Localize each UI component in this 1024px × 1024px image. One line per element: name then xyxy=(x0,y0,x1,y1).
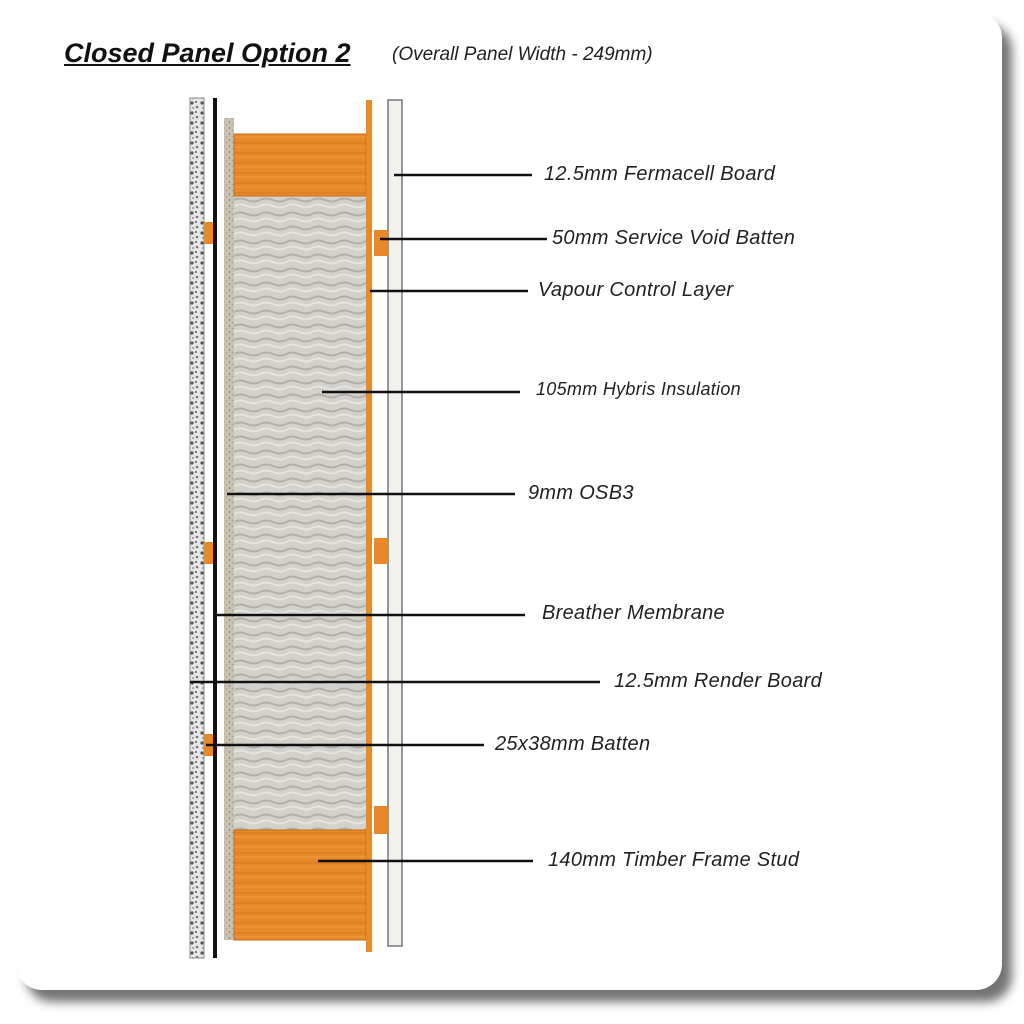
label-breather-membrane: Breather Membrane xyxy=(542,602,725,624)
insulation-fill xyxy=(234,196,366,830)
vapour-control-layer xyxy=(366,100,372,952)
batten-mark xyxy=(204,542,213,564)
top-timber-plate xyxy=(234,134,366,196)
service-batten-mark xyxy=(374,230,388,256)
label-osb3: 9mm OSB3 xyxy=(528,482,634,504)
label-timber-frame-stud: 140mm Timber Frame Stud xyxy=(548,849,800,871)
diagram-subtitle: (Overall Panel Width - 249mm) xyxy=(392,44,653,65)
label-batten: 25x38mm Batten xyxy=(495,733,651,755)
label-render-board: 12.5mm Render Board xyxy=(614,670,823,692)
diagram-title: Closed Panel Option 2 xyxy=(64,38,351,68)
render-board xyxy=(190,98,204,958)
osb-board xyxy=(224,118,234,940)
fermacell-board xyxy=(388,100,402,946)
service-batten-mark xyxy=(374,538,388,564)
label-fermacell-board: 12.5mm Fermacell Board xyxy=(544,163,776,185)
label-hybris-insulation: 105mm Hybris Insulation xyxy=(536,379,741,399)
service-batten-mark xyxy=(374,806,388,834)
batten-mark xyxy=(204,222,213,244)
label-service-void-batten: 50mm Service Void Batten xyxy=(552,227,796,249)
label-vapour-control-layer: Vapour Control Layer xyxy=(538,279,734,301)
breather-membrane xyxy=(213,98,217,958)
bottom-timber-plate xyxy=(234,830,366,940)
